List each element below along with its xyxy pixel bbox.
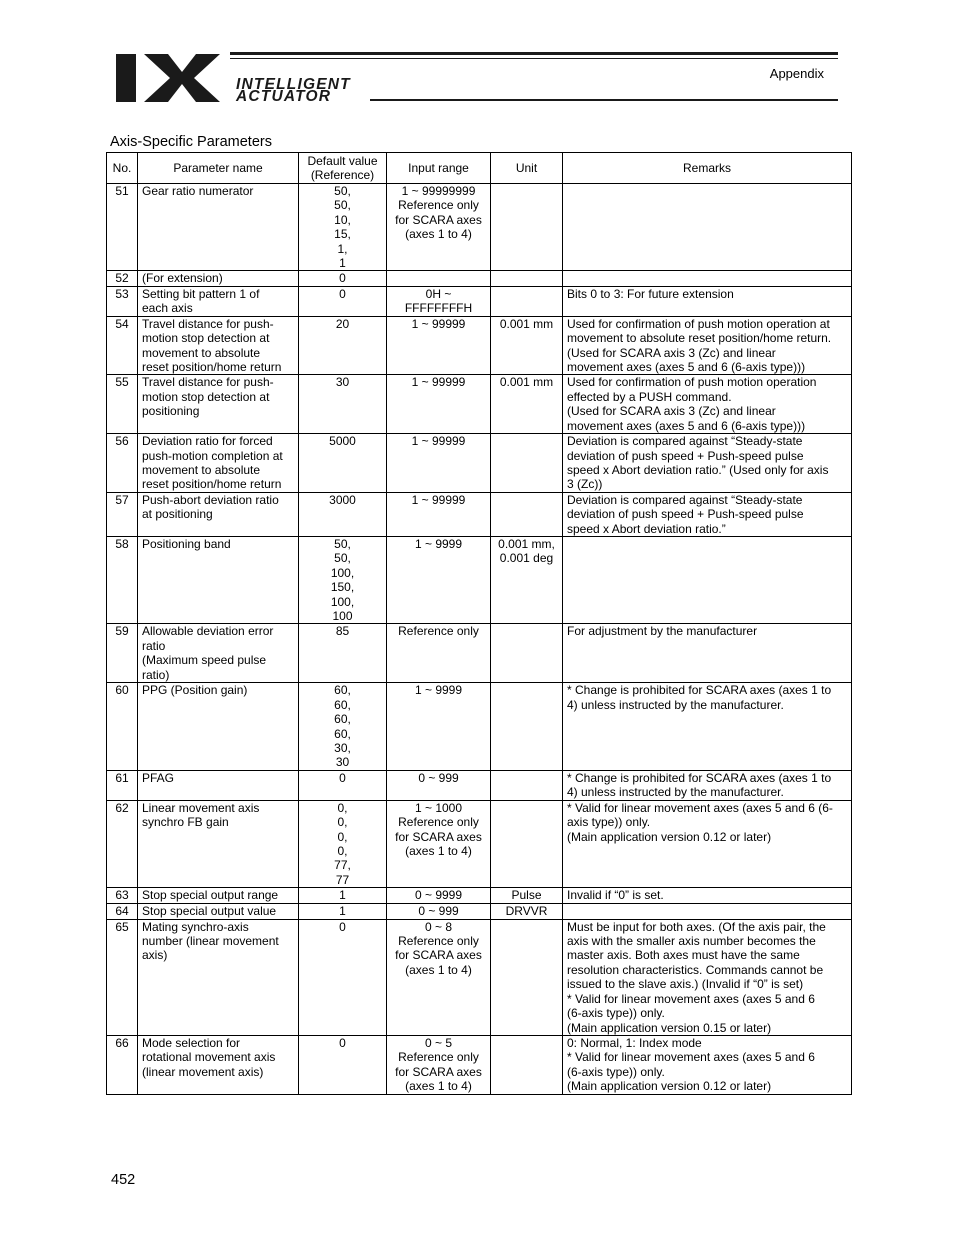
cell-input-range: 1 ~ 99999999 Reference only for SCARA axes (axes 1 to 4) [387,184,491,271]
cell-default-value: 1 [299,888,387,904]
table-row [107,536,852,623]
cell-unit [491,492,563,536]
cell-parameter-name: Push-abort deviation ratio at positioning [138,492,299,536]
cell-no: 54 [107,316,138,375]
cell-input-range: 1 ~ 9999 [387,536,491,623]
cell-input-range: 0 ~ 999 [387,770,491,800]
table-title: Axis-Specific Parameters [110,134,272,150]
cell-parameter-name: Deviation ratio for forced push-motion completion at movement to absolute reset position/home return [138,434,299,493]
cell-remarks: Must be input for both axes. (Of the axis pair, the axis with the smaller axis number becomes the master axis. Both axes must have the same resolution characteristics. Commands cannot be issued to the slave axis.) (Invalid if “0” is set) * Valid for linear movement axes (axes 5 and 6 (6-axis type)) only. (Main application version 0.15 or later) [563,919,852,1035]
col-header-default-value: Default value (Reference) [299,153,387,184]
cell-unit [491,184,563,271]
cell-unit [491,434,563,493]
cell-parameter-name: Mating synchro-axis number (linear movement axis) [138,919,299,1035]
cell-default-value: 30 [299,375,387,434]
table-row [107,271,852,286]
table-row [107,770,852,800]
cell-default-value: 0 [299,919,387,1035]
cell-parameter-name: Setting bit pattern 1 of each axis [138,286,299,316]
cell-no: 58 [107,536,138,623]
cell-unit [491,770,563,800]
table-row [107,800,852,887]
cell-no: 66 [107,1035,138,1094]
cell-unit: Pulse [491,888,563,904]
cell-parameter-name: Travel distance for push- motion stop detection at positioning [138,375,299,434]
cell-input-range [387,271,491,286]
cell-unit: DRVVR [491,904,563,919]
section-label: Appendix [769,66,824,81]
cell-no: 61 [107,770,138,800]
cell-default-value: 0, 0, 0, 0, 77, 77 [299,800,387,887]
cell-remarks [563,536,852,623]
header-rule-thick [230,52,838,55]
table-row [107,286,852,316]
cell-default-value: 3000 [299,492,387,536]
cell-input-range: 1 ~ 9999 [387,683,491,770]
table-header-row [107,153,852,184]
cell-parameter-name: Stop special output range [138,888,299,904]
table-row [107,316,852,375]
cell-input-range: 1 ~ 99999 [387,492,491,536]
cell-parameter-name: (For extension) [138,271,299,286]
cell-remarks: Invalid if “0” is set. [563,888,852,904]
cell-unit [491,800,563,887]
cell-input-range: 0 ~ 5 Reference only for SCARA axes (axes 1 to 4) [387,1035,491,1094]
cell-unit [491,624,563,683]
cell-unit: 0.001 mm [491,316,563,375]
cell-default-value: 0 [299,1035,387,1094]
cell-remarks [563,271,852,286]
col-header-parameter-name: Parameter name [138,153,299,184]
header-rule-bottom [370,99,838,101]
cell-input-range: 0 ~ 8 Reference only for SCARA axes (axes 1 to 4) [387,919,491,1035]
table-row [107,434,852,493]
cell-no: 53 [107,286,138,316]
cell-remarks: 0: Normal, 1: Index mode * Valid for linear movement axes (axes 5 and 6 (6-axis type)) only. (Main application version 0.12 or later) [563,1035,852,1094]
cell-no: 55 [107,375,138,434]
brand-line1: INTELLIGENT [236,76,351,93]
cell-default-value: 50, 50, 10, 15, 1, 1 [299,184,387,271]
table-row [107,1035,852,1094]
cell-no: 52 [107,271,138,286]
table-row [107,375,852,434]
cell-unit: 0.001 mm, 0.001 deg [491,536,563,623]
cell-parameter-name: Mode selection for rotational movement axis (linear movement axis) [138,1035,299,1094]
cell-default-value: 0 [299,271,387,286]
page-number: 452 [111,1172,136,1188]
cell-default-value: 20 [299,316,387,375]
cell-no: 60 [107,683,138,770]
cell-default-value: 1 [299,904,387,919]
cell-remarks [563,184,852,271]
brand-logo [116,52,396,104]
table-row [107,624,852,683]
cell-unit [491,919,563,1035]
cell-remarks: * Valid for linear movement axes (axes 5 and 6 (6- axis type)) only. (Main application version 0.12 or later) [563,800,852,887]
col-header-no: No. [107,153,138,184]
cell-input-range: 1 ~ 99999 [387,375,491,434]
cell-input-range: 0 ~ 999 [387,904,491,919]
cell-remarks: Used for confirmation of push motion operation effected by a PUSH command. (Used for SCARA axis 3 (Zc) and linear movement axes (axes 5 and 6 (6-axis type))) [563,375,852,434]
cell-input-range: 1 ~ 99999 [387,434,491,493]
cell-unit: 0.001 mm [491,375,563,434]
table-row [107,888,852,904]
cell-parameter-name: Positioning band [138,536,299,623]
cell-no: 63 [107,888,138,904]
ix-mark-icon [116,52,231,104]
cell-unit [491,683,563,770]
cell-remarks [563,904,852,919]
brand-line2: ACTUATOR [236,88,332,105]
cell-parameter-name: Stop special output value [138,904,299,919]
cell-default-value: 0 [299,286,387,316]
cell-parameter-name: Allowable deviation error ratio (Maximum speed pulse ratio) [138,624,299,683]
cell-no: 64 [107,904,138,919]
cell-parameter-name: PFAG [138,770,299,800]
cell-remarks: Deviation is compared against “Steady-state deviation of push speed + Push-speed pulse speed x Abort deviation ratio.” [563,492,852,536]
cell-unit [491,271,563,286]
table-row [107,492,852,536]
cell-remarks: * Change is prohibited for SCARA axes (axes 1 to 4) unless instructed by the manufacturer. [563,683,852,770]
cell-unit [491,286,563,316]
cell-input-range: 0H ~ FFFFFFFFH [387,286,491,316]
table-row [107,919,852,1035]
cell-remarks: * Change is prohibited for SCARA axes (axes 1 to 4) unless instructed by the manufacturer. [563,770,852,800]
cell-no: 65 [107,919,138,1035]
cell-default-value: 50, 50, 100, 150, 100, 100 [299,536,387,623]
cell-input-range: 1 ~ 1000 Reference only for SCARA axes (axes 1 to 4) [387,800,491,887]
cell-no: 59 [107,624,138,683]
cell-parameter-name: Gear ratio numerator [138,184,299,271]
cell-input-range: Reference only [387,624,491,683]
cell-parameter-name: PPG (Position gain) [138,683,299,770]
col-header-unit: Unit [491,153,563,184]
col-header-remarks: Remarks [563,153,852,184]
cell-no: 62 [107,800,138,887]
cell-no: 57 [107,492,138,536]
cell-no: 56 [107,434,138,493]
cell-no: 51 [107,184,138,271]
cell-default-value: 85 [299,624,387,683]
cell-remarks: Used for confirmation of push motion operation at movement to absolute reset position/home return. (Used for SCARA axis 3 (Zc) and linear movement axes (axes 5 and 6 (6-axis type))) [563,316,852,375]
header-rule-thin [230,58,838,59]
cell-default-value: 5000 [299,434,387,493]
table-row [107,184,852,271]
col-header-input-range: Input range [387,153,491,184]
cell-input-range: 0 ~ 9999 [387,888,491,904]
cell-default-value: 60, 60, 60, 60, 30, 30 [299,683,387,770]
cell-remarks: For adjustment by the manufacturer [563,624,852,683]
cell-default-value: 0 [299,770,387,800]
cell-parameter-name: Linear movement axis synchro FB gain [138,800,299,887]
parameters-table [106,152,852,1095]
cell-input-range: 1 ~ 99999 [387,316,491,375]
cell-remarks: Deviation is compared against “Steady-state deviation of push speed + Push-speed pulse speed x Abort deviation ratio.” (Used only for axis 3 (Zc)) [563,434,852,493]
cell-unit [491,1035,563,1094]
cell-remarks: Bits 0 to 3: For future extension [563,286,852,316]
table-row [107,683,852,770]
cell-parameter-name: Travel distance for push- motion stop detection at movement to absolute reset position/home return [138,316,299,375]
table-row [107,904,852,919]
